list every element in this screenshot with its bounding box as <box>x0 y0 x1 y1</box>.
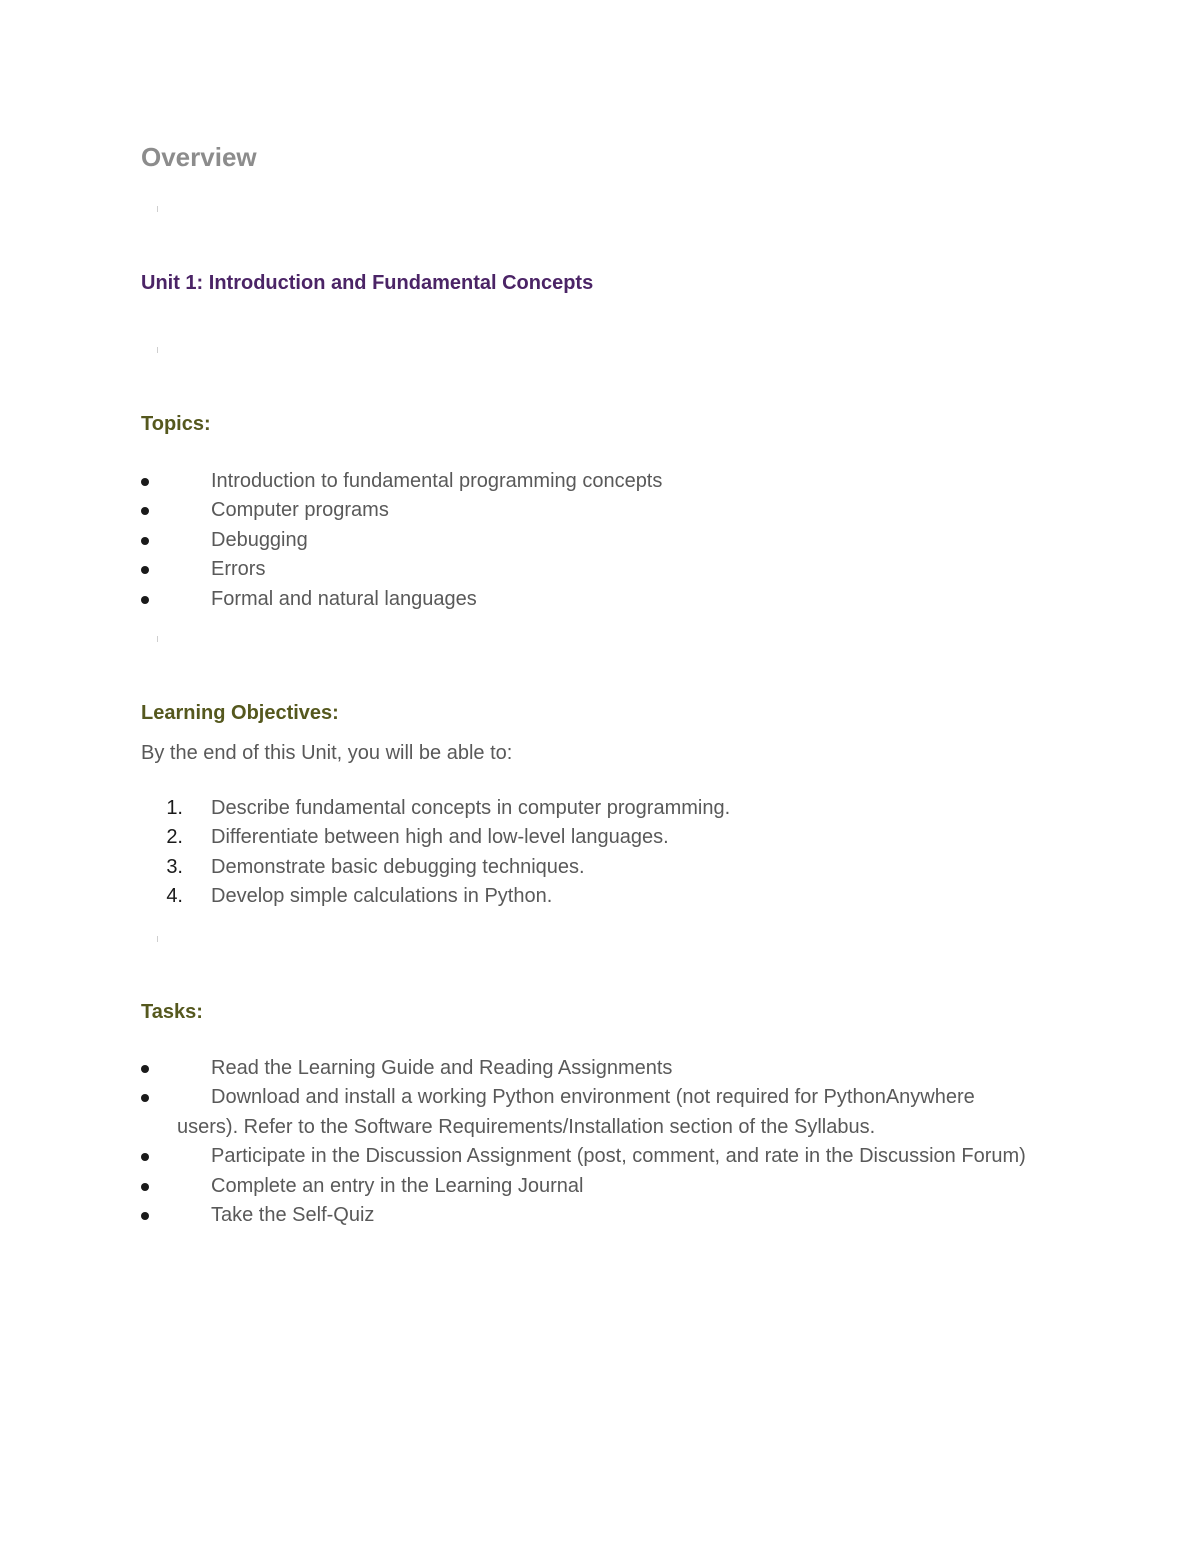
bullet-icon <box>141 1183 149 1191</box>
list-item <box>141 585 662 614</box>
list-item <box>141 1201 1026 1230</box>
list-item <box>141 823 730 852</box>
bullet-icon <box>141 596 149 604</box>
topic-text: Computer programs <box>211 499 389 522</box>
list-number: 2. <box>166 826 183 849</box>
list-number: 3. <box>166 855 183 878</box>
objectives-heading: Learning Objectives: <box>141 702 339 724</box>
topic-text: Errors <box>211 558 266 581</box>
list-item <box>141 496 662 525</box>
task-text-continuation: users). Refer to the Software Requirements/Installation section of the Syllabus. <box>177 1115 876 1138</box>
task-text: Complete an entry in the Learning Journal <box>211 1174 584 1197</box>
bullet-icon <box>141 507 149 515</box>
list-item <box>141 853 730 882</box>
list-item <box>141 794 730 823</box>
paragraph-mark <box>157 206 158 212</box>
bullet-icon <box>141 1094 149 1102</box>
objectives-intro: By the end of this Unit, you will be able to: <box>141 742 513 764</box>
topic-text: Introduction to fundamental programming concepts <box>211 470 663 492</box>
task-text: Take the Self-Quiz <box>211 1204 375 1227</box>
topics-heading: Topics: <box>141 413 211 435</box>
bullet-icon <box>141 1065 149 1073</box>
paragraph-mark <box>157 636 158 642</box>
list-item <box>141 1083 1026 1142</box>
list-item <box>141 555 662 584</box>
objective-text: Differentiate between high and low-level languages. <box>211 826 669 849</box>
list-number: 4. <box>166 885 183 908</box>
paragraph-mark <box>157 347 158 353</box>
bullet-icon <box>141 1212 149 1220</box>
tasks-list <box>141 1054 1026 1230</box>
topic-text: Formal and natural languages <box>211 587 477 610</box>
bullet-icon <box>141 537 149 545</box>
objective-text: Develop simple calculations in Python. <box>211 885 553 908</box>
topic-text: Debugging <box>211 528 308 551</box>
tasks-heading: Tasks: <box>141 1001 203 1023</box>
list-item <box>141 882 730 911</box>
paragraph-mark <box>157 936 158 942</box>
bullet-icon <box>141 1153 149 1161</box>
list-item <box>141 1054 1026 1083</box>
task-text: Read the Learning Guide and Reading Assignments <box>211 1057 673 1079</box>
list-item <box>141 526 662 555</box>
bullet-icon <box>141 478 149 486</box>
objective-text: Demonstrate basic debugging techniques. <box>211 855 585 878</box>
list-item <box>141 1172 1026 1201</box>
objective-text: Describe fundamental concepts in computer programming. <box>211 797 731 819</box>
bullet-icon <box>141 566 149 574</box>
list-number: 1. <box>166 797 183 819</box>
objectives-list <box>141 794 730 912</box>
page-title: Overview <box>141 142 257 172</box>
list-item <box>141 1142 1026 1171</box>
task-text: Download and install a working Python environment (not required for PythonAnywhere <box>211 1086 975 1109</box>
unit-heading: Unit 1: Introduction and Fundamental Concepts <box>141 272 594 294</box>
task-text: Participate in the Discussion Assignment (post, comment, and rate in the Discussion Forum) <box>211 1145 1026 1168</box>
list-item <box>141 467 662 496</box>
topics-list <box>141 467 662 614</box>
